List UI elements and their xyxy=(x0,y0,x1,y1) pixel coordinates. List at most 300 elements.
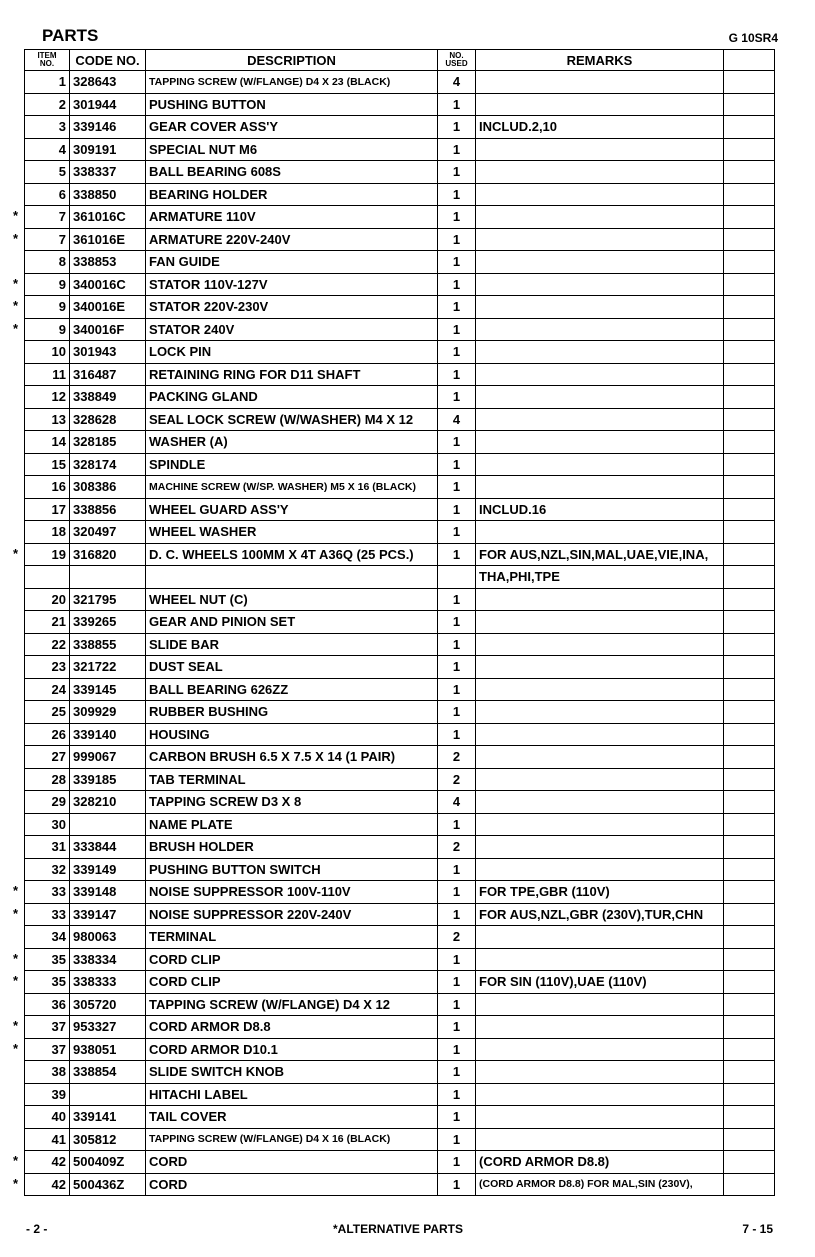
code-no-cell: 999067 xyxy=(70,746,146,769)
table-row xyxy=(25,273,775,296)
alternative-part-marker: * xyxy=(13,320,19,336)
alternative-part-marker: * xyxy=(13,1040,19,1056)
code-no-cell: 328185 xyxy=(70,431,146,454)
item-no-cell xyxy=(25,1128,70,1151)
description-cell xyxy=(146,566,438,589)
table-row xyxy=(25,296,775,319)
item-no-value: 33 xyxy=(51,884,66,900)
item-no-cell xyxy=(13,273,70,296)
code-no-cell: 305720 xyxy=(70,993,146,1016)
item-no-value: 42 xyxy=(51,1176,66,1192)
table-row xyxy=(25,588,775,611)
table-row xyxy=(25,251,775,274)
alternative-part-marker: * xyxy=(13,230,19,246)
extra-cell xyxy=(724,813,775,836)
extra-cell xyxy=(724,768,775,791)
extra-cell xyxy=(724,296,775,319)
item-no-cell xyxy=(25,746,70,769)
item-no-cell xyxy=(25,926,70,949)
item-no-value: 7 xyxy=(58,209,66,225)
table-row xyxy=(25,611,775,634)
remarks-cell xyxy=(476,1106,724,1129)
remarks-cell: (CORD ARMOR D8.8) FOR MAL,SIN (230V), xyxy=(476,1173,724,1196)
no-used-cell xyxy=(438,566,476,589)
remarks-cell xyxy=(476,273,724,296)
remarks-cell xyxy=(476,318,724,341)
code-no-cell: 338855 xyxy=(70,633,146,656)
description-cell: RUBBER BUSHING xyxy=(146,701,438,724)
table-row xyxy=(25,723,775,746)
model-number: G 10SR4 xyxy=(728,31,778,45)
item-no-value: 27 xyxy=(51,749,66,765)
item-no-value: 31 xyxy=(51,839,66,855)
extra-cell xyxy=(724,476,775,499)
no-used-cell: 1 xyxy=(438,611,476,634)
remarks-cell xyxy=(476,993,724,1016)
table-row xyxy=(25,971,775,994)
remarks-cell xyxy=(476,926,724,949)
column-header-remarks: REMARKS xyxy=(476,50,724,71)
item-no-value: 24 xyxy=(51,681,66,697)
item-no-cell xyxy=(13,318,70,341)
extra-cell xyxy=(724,521,775,544)
parts-table-body xyxy=(13,71,775,1196)
extra-cell xyxy=(724,228,775,251)
extra-cell xyxy=(724,273,775,296)
item-no-value: 9 xyxy=(58,321,66,337)
description-cell: TERMINAL xyxy=(146,926,438,949)
item-no-value: 9 xyxy=(58,299,66,315)
item-no-cell xyxy=(13,206,70,229)
item-no-cell xyxy=(25,71,70,94)
table-row xyxy=(25,138,775,161)
description-cell: TAPPING SCREW (W/FLANGE) D4 X 12 xyxy=(146,993,438,1016)
description-cell: TAB TERMINAL xyxy=(146,768,438,791)
description-cell: TAPPING SCREW (W/FLANGE) D4 X 16 (BLACK) xyxy=(146,1128,438,1151)
item-no-value: 15 xyxy=(51,456,66,472)
extra-cell xyxy=(724,93,775,116)
no-used-cell: 1 xyxy=(438,138,476,161)
item-no-value: 25 xyxy=(51,704,66,720)
item-no-value: 11 xyxy=(52,366,66,382)
table-row xyxy=(25,858,775,881)
item-no-cell xyxy=(25,768,70,791)
description-cell: GEAR COVER ASS'Y xyxy=(146,116,438,139)
table-row xyxy=(25,363,775,386)
no-used-cell: 1 xyxy=(438,881,476,904)
extra-cell xyxy=(724,723,775,746)
extra-cell xyxy=(724,1106,775,1129)
item-no-cell xyxy=(25,183,70,206)
table-row xyxy=(25,1061,775,1084)
item-no-cell xyxy=(25,386,70,409)
code-no-cell: 309929 xyxy=(70,701,146,724)
item-no-value: 4 xyxy=(58,141,66,157)
item-no-value: 29 xyxy=(51,794,66,810)
item-no-cell xyxy=(13,971,70,994)
footer-page-number: - 2 - xyxy=(26,1222,48,1236)
item-no-value: 26 xyxy=(51,726,66,742)
description-cell: ARMATURE 220V-240V xyxy=(146,228,438,251)
item-no-value: 10 xyxy=(51,344,66,360)
item-no-cell xyxy=(13,948,70,971)
no-used-cell: 1 xyxy=(438,633,476,656)
remarks-cell xyxy=(476,723,724,746)
extra-cell xyxy=(724,161,775,184)
remarks-cell xyxy=(476,813,724,836)
remarks-cell xyxy=(476,948,724,971)
remarks-cell xyxy=(476,386,724,409)
code-no-cell: 338854 xyxy=(70,1061,146,1084)
extra-cell xyxy=(724,858,775,881)
no-used-cell: 1 xyxy=(438,1106,476,1129)
item-no-value: 19 xyxy=(51,546,66,562)
item-no-cell xyxy=(25,498,70,521)
item-no-value: 18 xyxy=(51,524,66,540)
remarks-cell xyxy=(476,611,724,634)
description-cell: WHEEL WASHER xyxy=(146,521,438,544)
code-no-cell xyxy=(70,1083,146,1106)
item-no-value: 22 xyxy=(51,636,66,652)
code-no-cell: 301944 xyxy=(70,93,146,116)
description-cell: HITACHI LABEL xyxy=(146,1083,438,1106)
no-used-cell: 1 xyxy=(438,251,476,274)
item-no-cell xyxy=(25,453,70,476)
column-header-no-used xyxy=(438,50,476,71)
remarks-cell: INCLUD.16 xyxy=(476,498,724,521)
item-no-cell xyxy=(25,521,70,544)
table-row xyxy=(25,543,775,566)
description-cell: CORD CLIP xyxy=(146,971,438,994)
remarks-cell: INCLUD.2,10 xyxy=(476,116,724,139)
description-cell: CORD xyxy=(146,1151,438,1174)
no-used-cell: 1 xyxy=(438,521,476,544)
remarks-cell xyxy=(476,341,724,364)
remarks-cell xyxy=(476,363,724,386)
item-no-value: 33 xyxy=(51,906,66,922)
item-no-value: 23 xyxy=(51,659,66,675)
code-no-cell: 301943 xyxy=(70,341,146,364)
table-row xyxy=(25,476,775,499)
description-cell: PUSHING BUTTON SWITCH xyxy=(146,858,438,881)
code-no-cell: 340016F xyxy=(70,318,146,341)
description-cell: CORD ARMOR D8.8 xyxy=(146,1016,438,1039)
item-no-cell xyxy=(25,633,70,656)
code-no-cell: 339146 xyxy=(70,116,146,139)
remarks-cell xyxy=(476,768,724,791)
code-no-cell: 338856 xyxy=(70,498,146,521)
description-cell: MACHINE SCREW (W/SP. WASHER) M5 X 16 (BLACK) xyxy=(146,476,438,499)
remarks-cell xyxy=(476,633,724,656)
code-no-cell: 338334 xyxy=(70,948,146,971)
no-used-cell: 1 xyxy=(438,386,476,409)
no-used-cell: 1 xyxy=(438,116,476,139)
description-cell: NOISE SUPPRESSOR 100V-110V xyxy=(146,881,438,904)
no-used-cell: 1 xyxy=(438,543,476,566)
code-no-cell: 321722 xyxy=(70,656,146,679)
item-no-cell xyxy=(25,723,70,746)
code-no-cell xyxy=(70,813,146,836)
column-header-code-no: CODE NO. xyxy=(70,50,146,71)
code-no-cell: 338850 xyxy=(70,183,146,206)
remarks-cell xyxy=(476,251,724,274)
remarks-cell xyxy=(476,71,724,94)
item-no-cell xyxy=(13,296,70,319)
no-used-cell: 4 xyxy=(438,791,476,814)
extra-cell xyxy=(724,206,775,229)
remarks-cell xyxy=(476,431,724,454)
remarks-cell xyxy=(476,1038,724,1061)
table-row xyxy=(25,408,775,431)
extra-cell xyxy=(724,71,775,94)
remarks-cell xyxy=(476,858,724,881)
no-used-cell: 1 xyxy=(438,858,476,881)
remarks-cell xyxy=(476,1061,724,1084)
code-no-cell: 328174 xyxy=(70,453,146,476)
description-cell: RETAINING RING FOR D11 SHAFT xyxy=(146,363,438,386)
column-header-description: DESCRIPTION xyxy=(146,50,438,71)
description-cell: STATOR 220V-230V xyxy=(146,296,438,319)
remarks-cell xyxy=(476,588,724,611)
description-cell: CORD ARMOR D10.1 xyxy=(146,1038,438,1061)
remarks-cell: FOR AUS,NZL,GBR (230V),TUR,CHN xyxy=(476,903,724,926)
item-no-cell xyxy=(25,1106,70,1129)
remarks-cell xyxy=(476,746,724,769)
extra-cell xyxy=(724,1151,775,1174)
extra-cell xyxy=(724,746,775,769)
no-used-cell: 1 xyxy=(438,813,476,836)
description-cell: BALL BEARING 626ZZ xyxy=(146,678,438,701)
item-no-value: 30 xyxy=(51,816,66,832)
item-no-value: 32 xyxy=(51,861,66,877)
remarks-cell xyxy=(476,1128,724,1151)
extra-cell xyxy=(724,363,775,386)
item-no-value: 28 xyxy=(51,771,66,787)
item-no-cell xyxy=(13,903,70,926)
table-row xyxy=(25,228,775,251)
description-cell: TAPPING SCREW D3 X 8 xyxy=(146,791,438,814)
item-no-cell xyxy=(25,476,70,499)
code-no-cell: 338849 xyxy=(70,386,146,409)
remarks-cell xyxy=(476,836,724,859)
description-cell: BALL BEARING 608S xyxy=(146,161,438,184)
description-cell: TAPPING SCREW (W/FLANGE) D4 X 23 (BLACK) xyxy=(146,71,438,94)
code-no-cell: 339140 xyxy=(70,723,146,746)
item-no-value: 35 xyxy=(51,974,66,990)
table-row xyxy=(25,453,775,476)
table-row xyxy=(25,206,775,229)
extra-cell xyxy=(724,431,775,454)
alternative-part-marker: * xyxy=(13,545,19,561)
code-no-cell: 339265 xyxy=(70,611,146,634)
extra-cell xyxy=(724,948,775,971)
item-no-cell xyxy=(13,1173,70,1196)
table-row xyxy=(25,678,775,701)
alternative-part-marker: * xyxy=(13,208,19,223)
description-cell: SEAL LOCK SCREW (W/WASHER) M4 X 12 xyxy=(146,408,438,431)
item-no-cell xyxy=(25,701,70,724)
extra-cell xyxy=(724,1128,775,1151)
description-cell: SPECIAL NUT M6 xyxy=(146,138,438,161)
table-row xyxy=(25,318,775,341)
no-used-cell: 1 xyxy=(438,476,476,499)
remarks-cell: (CORD ARMOR D8.8) xyxy=(476,1151,724,1174)
extra-cell xyxy=(724,543,775,566)
extra-cell xyxy=(724,971,775,994)
remarks-cell xyxy=(476,701,724,724)
item-no-value: 5 xyxy=(58,164,66,180)
code-no-cell: 500409Z xyxy=(70,1151,146,1174)
no-used-cell: 1 xyxy=(438,341,476,364)
item-no-value: 8 xyxy=(58,254,66,270)
item-no-cell xyxy=(13,1151,70,1174)
table-row xyxy=(25,71,775,94)
remarks-cell xyxy=(476,453,724,476)
description-cell: CARBON BRUSH 6.5 X 7.5 X 14 (1 PAIR) xyxy=(146,746,438,769)
item-no-cell xyxy=(25,678,70,701)
table-header-row xyxy=(25,50,775,71)
remarks-cell: FOR AUS,NZL,SIN,MAL,UAE,VIE,INA, xyxy=(476,543,724,566)
no-used-cell: 2 xyxy=(438,926,476,949)
item-no-cell xyxy=(25,588,70,611)
code-no-cell: 309191 xyxy=(70,138,146,161)
description-cell: WHEEL NUT (C) xyxy=(146,588,438,611)
extra-cell xyxy=(724,386,775,409)
table-row xyxy=(25,93,775,116)
description-cell: CORD CLIP xyxy=(146,948,438,971)
table-row xyxy=(25,948,775,971)
table-row xyxy=(25,926,775,949)
alternative-part-marker: * xyxy=(13,905,19,921)
description-cell: WHEEL GUARD ASS'Y xyxy=(146,498,438,521)
item-no-value: 35 xyxy=(51,951,66,967)
description-cell: D. C. WHEELS 100MM X 4T A36Q (25 PCS.) xyxy=(146,543,438,566)
no-used-cell: 1 xyxy=(438,1128,476,1151)
extra-cell xyxy=(724,881,775,904)
item-no-value: 39 xyxy=(51,1086,66,1102)
code-no-cell: 339141 xyxy=(70,1106,146,1129)
item-no-value: 14 xyxy=(51,434,66,450)
extra-cell xyxy=(724,1173,775,1196)
item-no-value: 37 xyxy=(51,1019,66,1035)
extra-cell xyxy=(724,633,775,656)
item-no-value: 13 xyxy=(51,411,66,427)
item-no-cell xyxy=(25,138,70,161)
remarks-cell xyxy=(476,206,724,229)
no-used-cell: 1 xyxy=(438,1083,476,1106)
used-header-line1: NO. xyxy=(449,51,464,60)
code-no-cell: 305812 xyxy=(70,1128,146,1151)
table-row xyxy=(25,903,775,926)
remarks-cell xyxy=(476,476,724,499)
extra-cell xyxy=(724,678,775,701)
no-used-cell: 1 xyxy=(438,206,476,229)
item-no-cell xyxy=(25,611,70,634)
extra-cell xyxy=(724,791,775,814)
code-no-cell: 500436Z xyxy=(70,1173,146,1196)
item-no-value: 42 xyxy=(51,1154,66,1170)
extra-cell xyxy=(724,341,775,364)
description-cell: FAN GUIDE xyxy=(146,251,438,274)
item-no-value: 12 xyxy=(51,389,66,405)
no-used-cell: 1 xyxy=(438,903,476,926)
code-no-cell: 328628 xyxy=(70,408,146,431)
extra-cell xyxy=(724,318,775,341)
code-no-cell: 339147 xyxy=(70,903,146,926)
item-header-line1: ITEM xyxy=(37,51,57,60)
alternative-part-marker: * xyxy=(13,298,19,313)
description-cell: PACKING GLAND xyxy=(146,386,438,409)
item-no-value: 9 xyxy=(58,276,66,292)
remarks-cell xyxy=(476,1016,724,1039)
item-no-value: 36 xyxy=(51,996,66,1012)
item-no-value: 17 xyxy=(51,501,66,517)
code-no-cell: 308386 xyxy=(70,476,146,499)
table-row xyxy=(25,386,775,409)
remarks-cell xyxy=(476,408,724,431)
no-used-cell: 1 xyxy=(438,588,476,611)
item-header-line2: NO. xyxy=(39,59,55,68)
remarks-cell xyxy=(476,1083,724,1106)
code-no-cell: 328210 xyxy=(70,791,146,814)
table-row xyxy=(25,881,775,904)
alternative-part-marker: * xyxy=(13,1153,19,1168)
no-used-cell: 1 xyxy=(438,431,476,454)
column-header-extra xyxy=(724,50,775,71)
table-row xyxy=(25,431,775,454)
table-row xyxy=(25,836,775,859)
table-row xyxy=(25,656,775,679)
no-used-cell: 1 xyxy=(438,993,476,1016)
item-no-value: 7 xyxy=(58,231,66,247)
item-no-cell xyxy=(25,813,70,836)
remarks-cell xyxy=(476,161,724,184)
remarks-cell xyxy=(476,138,724,161)
used-header-line2: USED xyxy=(445,59,468,68)
code-no-cell: 361016C xyxy=(70,206,146,229)
item-no-value: 21 xyxy=(51,614,66,630)
table-row xyxy=(25,1173,775,1196)
description-cell: SLIDE BAR xyxy=(146,633,438,656)
extra-cell xyxy=(724,701,775,724)
no-used-cell: 1 xyxy=(438,948,476,971)
extra-cell xyxy=(724,1016,775,1039)
code-no-cell xyxy=(70,566,146,589)
no-used-cell: 4 xyxy=(438,71,476,94)
item-no-cell xyxy=(13,1038,70,1061)
alternative-part-marker: * xyxy=(13,1175,19,1191)
no-used-cell: 1 xyxy=(438,363,476,386)
no-used-cell: 1 xyxy=(438,498,476,521)
item-no-value: 1 xyxy=(58,74,66,90)
table-row xyxy=(25,498,775,521)
extra-cell xyxy=(724,408,775,431)
no-used-cell: 1 xyxy=(438,723,476,746)
item-no-cell xyxy=(25,251,70,274)
item-no-cell xyxy=(13,1016,70,1039)
table-row xyxy=(25,1016,775,1039)
remarks-cell xyxy=(476,521,724,544)
item-no-cell xyxy=(13,228,70,251)
description-cell: LOCK PIN xyxy=(146,341,438,364)
footer-note: *ALTERNATIVE PARTS xyxy=(333,1222,464,1236)
extra-cell xyxy=(724,611,775,634)
no-used-cell: 2 xyxy=(438,836,476,859)
table-row xyxy=(25,183,775,206)
table-row xyxy=(25,701,775,724)
item-no-cell xyxy=(13,881,70,904)
code-no-cell: 953327 xyxy=(70,1016,146,1039)
